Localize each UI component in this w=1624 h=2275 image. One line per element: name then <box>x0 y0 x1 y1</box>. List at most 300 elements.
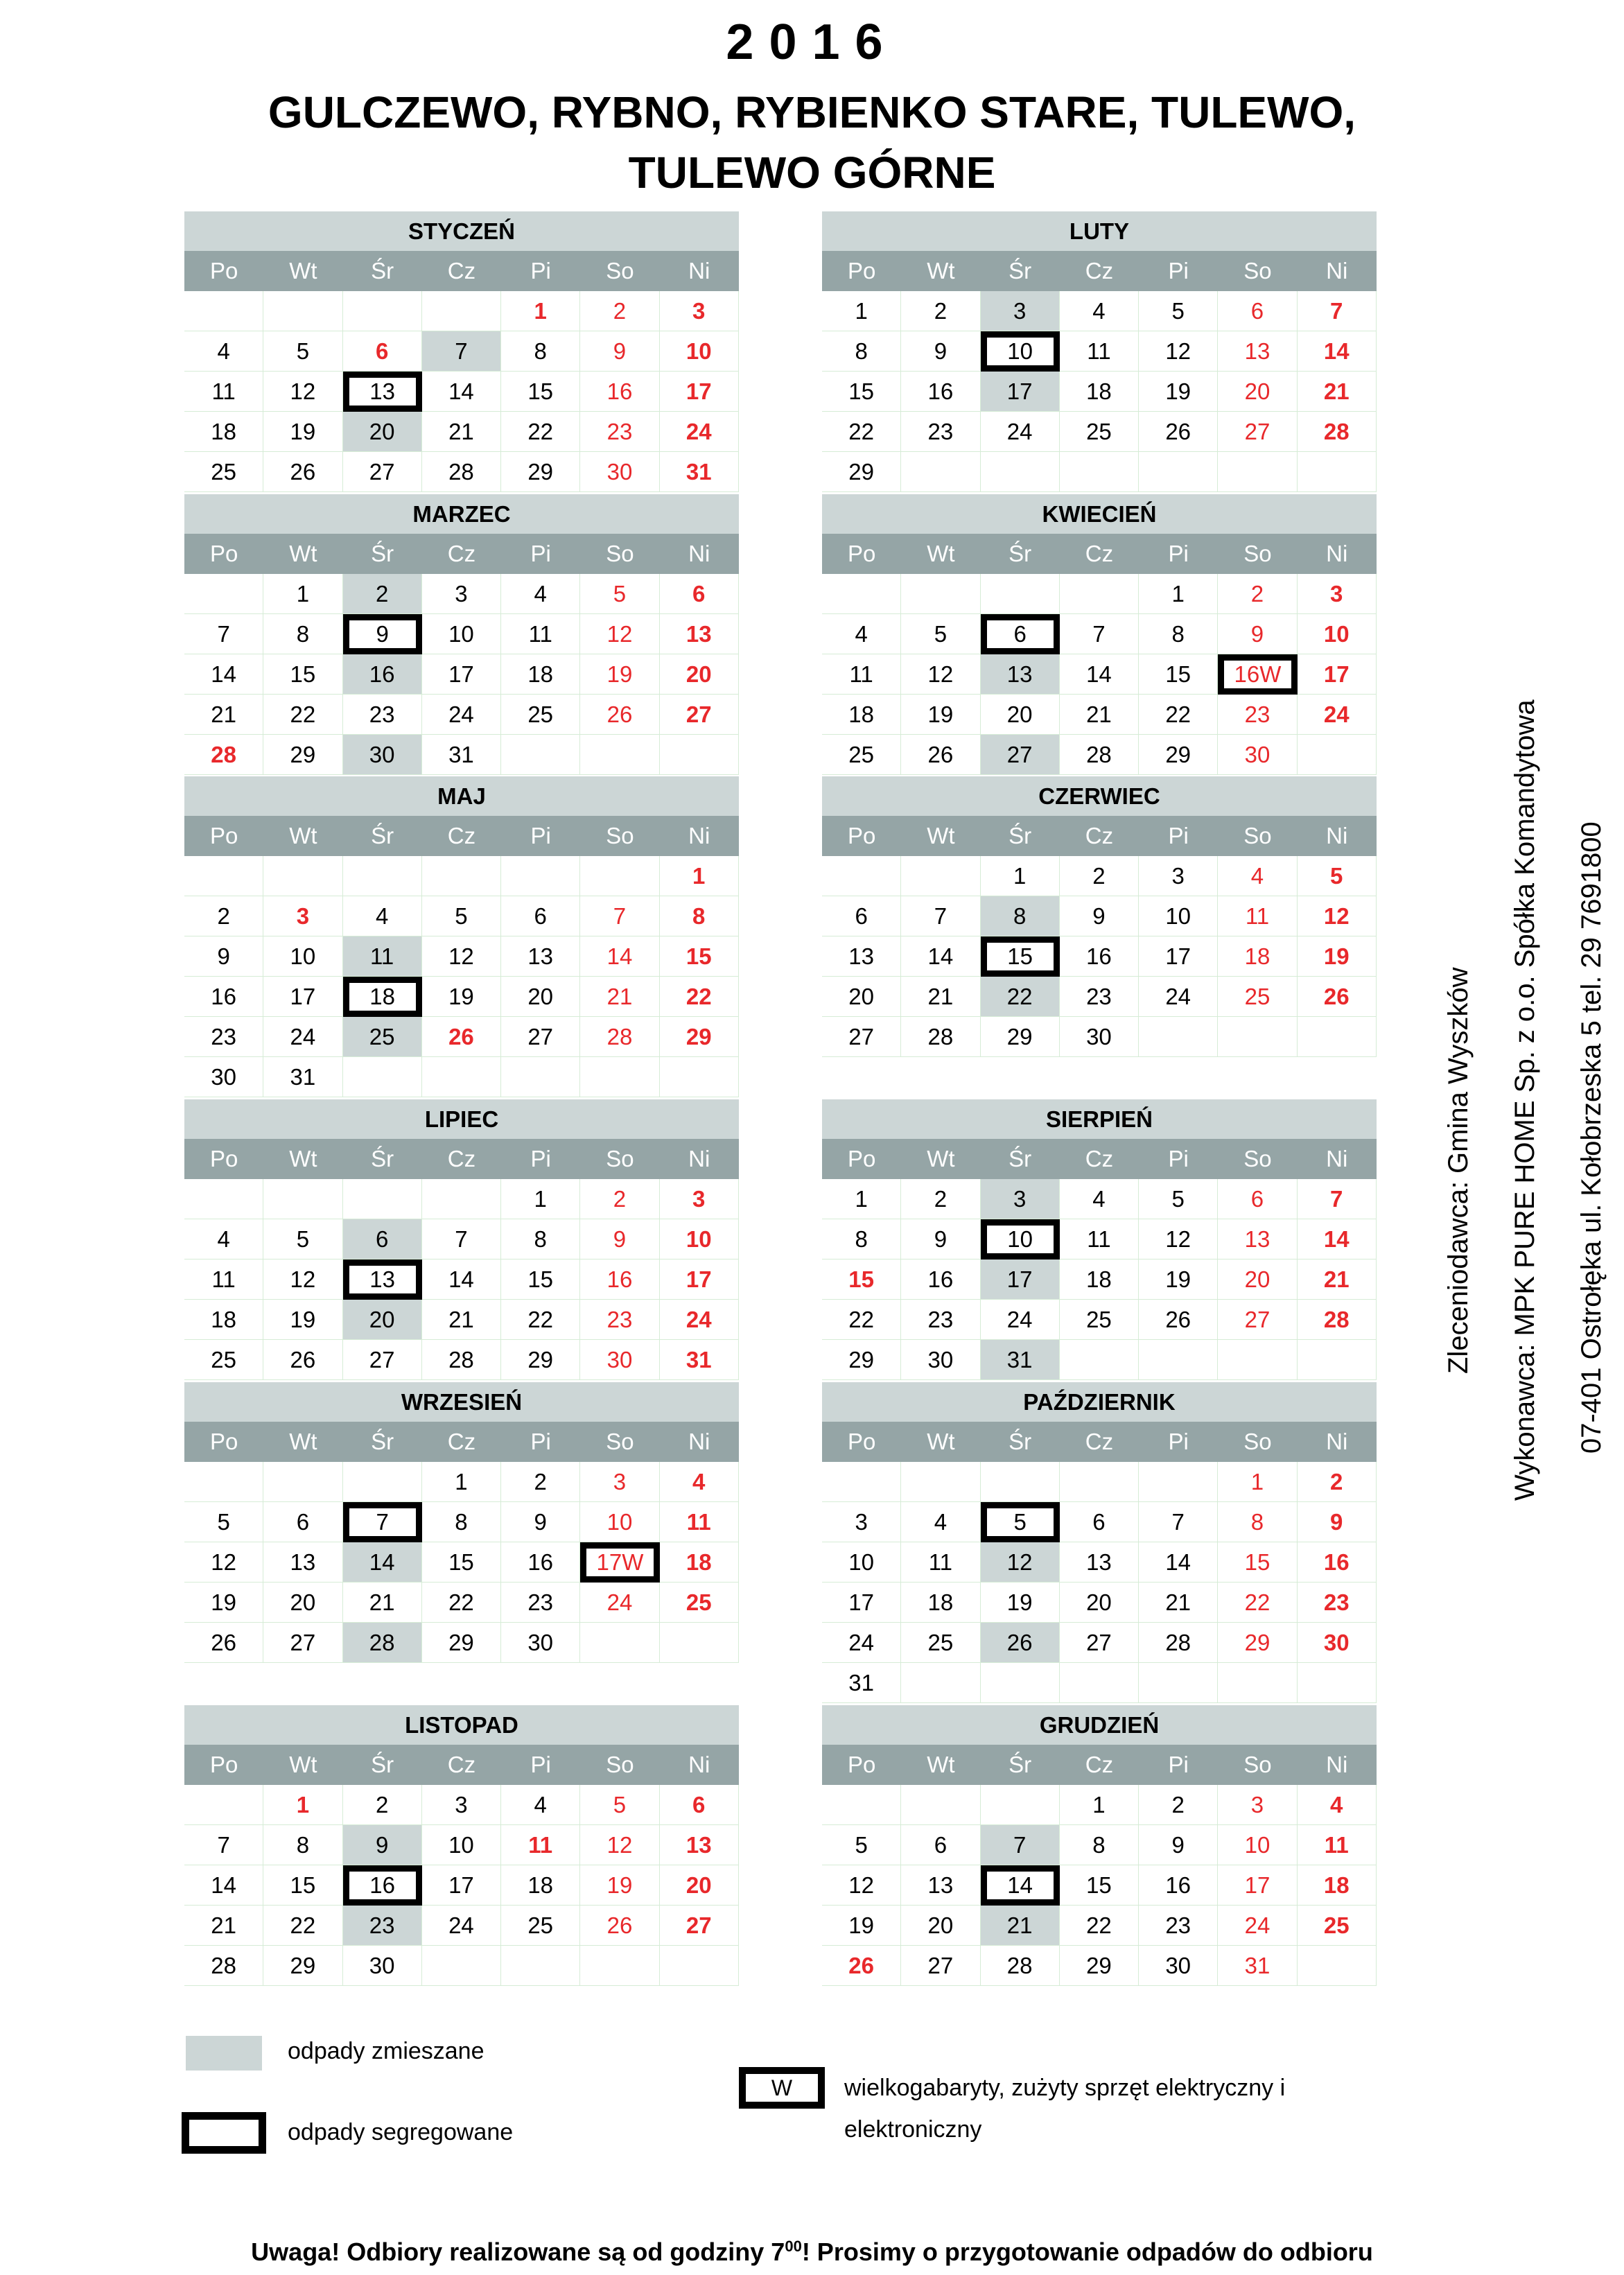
weekday-label: Cz <box>1085 541 1114 566</box>
empty-cell <box>901 1663 980 1703</box>
weekday-label: Po <box>847 1146 876 1171</box>
day-cell: 21 <box>1139 1583 1218 1623</box>
empty-cell <box>184 574 263 614</box>
day-cell: 11 <box>343 936 422 977</box>
empty-cell <box>981 1663 1060 1703</box>
empty-cell <box>343 291 422 331</box>
day-cell: 10 <box>422 614 501 654</box>
day-cell: 9 <box>901 1219 980 1259</box>
day-cell: 16 <box>343 1865 422 1906</box>
day-cell: 2 <box>580 291 659 331</box>
month-block <box>822 1099 1377 1380</box>
day-cell: 7 <box>1060 614 1139 654</box>
weekday-label: Ni <box>688 541 710 566</box>
empty-cell <box>1218 1663 1297 1703</box>
day-cell: 25 <box>901 1623 980 1663</box>
day-cell: 13 <box>263 1542 342 1583</box>
day-cell: 24 <box>263 1017 342 1057</box>
month-name: LISTOPAD <box>184 1705 739 1745</box>
month-name: PAŹDZIERNIK <box>822 1382 1377 1422</box>
day-cell: 6 <box>1218 291 1297 331</box>
day-grid <box>822 291 1377 492</box>
weekday-label: Ni <box>1326 823 1348 848</box>
weekday-label: So <box>1243 823 1272 848</box>
empty-cell <box>1139 452 1218 492</box>
day-cell: 31 <box>1218 1946 1297 1986</box>
day-cell: 14 <box>580 936 659 977</box>
day-cell: 28 <box>184 735 263 775</box>
day-cell: 15 <box>822 372 901 412</box>
day-cell: 16 <box>580 1259 659 1300</box>
empty-cell <box>422 856 501 896</box>
day-cell: 25 <box>501 1906 580 1946</box>
weekday-label: Ni <box>1326 1146 1348 1171</box>
day-cell: 8 <box>501 1219 580 1259</box>
day-cell: 2 <box>184 896 263 936</box>
weekday-label: Cz <box>1085 823 1114 848</box>
weekday-label: Cz <box>1085 1429 1114 1454</box>
day-cell: 18 <box>660 1542 739 1583</box>
day-cell: 12 <box>981 1542 1060 1583</box>
empty-cell <box>901 452 980 492</box>
month-block <box>184 211 739 492</box>
day-cell: 14 <box>422 1259 501 1300</box>
day-cell: 24 <box>580 1583 659 1623</box>
day-cell: 19 <box>1139 1259 1218 1300</box>
day-cell: 25 <box>1060 1300 1139 1340</box>
day-cell: 18 <box>184 412 263 452</box>
day-cell: 6 <box>660 1785 739 1825</box>
legend-bulky-swatch <box>739 2067 825 2109</box>
day-cell: 1 <box>660 856 739 896</box>
day-cell: 27 <box>981 735 1060 775</box>
legend-bulky-symbol: W <box>771 2075 793 2100</box>
weekday-label: Wt <box>289 258 317 284</box>
empty-cell <box>1218 452 1297 492</box>
day-cell: 21 <box>1298 372 1377 412</box>
day-cell: 26 <box>901 735 980 775</box>
day-cell: 3 <box>263 896 342 936</box>
day-cell: 24 <box>1139 977 1218 1017</box>
empty-cell <box>1298 1017 1377 1057</box>
day-cell: 28 <box>422 1340 501 1380</box>
day-cell: 17 <box>263 977 342 1017</box>
weekday-label: Cz <box>447 823 476 848</box>
legend-mixed-label: odpady zmieszane <box>288 2038 484 2064</box>
day-cell: 14 <box>1298 1219 1377 1259</box>
empty-cell <box>901 1785 980 1825</box>
day-cell: 22 <box>501 412 580 452</box>
day-cell: 13 <box>501 936 580 977</box>
month-name: LUTY <box>822 211 1377 251</box>
month-name: KWIECIEŃ <box>822 494 1377 534</box>
empty-cell <box>1060 574 1139 614</box>
day-cell: 13 <box>343 1259 422 1300</box>
empty-cell <box>660 1057 739 1097</box>
weekday-label: Po <box>847 541 876 566</box>
day-cell: 6 <box>1060 1502 1139 1542</box>
day-cell: 1 <box>822 1179 901 1219</box>
day-cell: 11 <box>184 372 263 412</box>
day-cell: 23 <box>343 695 422 735</box>
day-cell: 9 <box>343 614 422 654</box>
day-cell: 7 <box>422 1219 501 1259</box>
day-cell: 23 <box>1139 1906 1218 1946</box>
day-cell: 20 <box>981 695 1060 735</box>
day-cell: 18 <box>822 695 901 735</box>
day-cell: 23 <box>1060 977 1139 1017</box>
empty-cell <box>1060 452 1139 492</box>
day-cell: 20 <box>343 1300 422 1340</box>
weekday-label: Wt <box>289 541 317 566</box>
day-cell: 18 <box>501 654 580 695</box>
day-cell: 25 <box>1060 412 1139 452</box>
weekday-label: So <box>606 258 634 284</box>
day-cell: 31 <box>422 735 501 775</box>
empty-cell <box>981 1785 1060 1825</box>
month-block <box>184 494 739 775</box>
day-cell: 3 <box>981 1179 1060 1219</box>
day-cell: 13 <box>343 372 422 412</box>
day-cell: 26 <box>263 452 342 492</box>
day-cell: 20 <box>501 977 580 1017</box>
day-cell: 5 <box>184 1502 263 1542</box>
day-cell: 17W <box>580 1542 659 1583</box>
day-cell: 4 <box>1218 856 1297 896</box>
day-cell: 27 <box>660 695 739 735</box>
day-grid <box>822 1179 1377 1380</box>
day-cell: 1 <box>1060 1785 1139 1825</box>
day-cell: 12 <box>184 1542 263 1583</box>
day-cell: 14 <box>343 1542 422 1583</box>
day-cell: 13 <box>1218 331 1297 372</box>
weekday-header <box>822 1745 1377 1785</box>
weekday-label: So <box>606 1146 634 1171</box>
day-cell: 28 <box>1139 1623 1218 1663</box>
day-cell: 28 <box>901 1017 980 1057</box>
weekday-header <box>822 1139 1377 1179</box>
day-cell: 8 <box>1060 1825 1139 1865</box>
weekday-label: Pi <box>530 541 551 566</box>
day-cell: 11 <box>1060 1219 1139 1259</box>
day-cell: 27 <box>343 1340 422 1380</box>
day-cell: 12 <box>580 1825 659 1865</box>
empty-cell <box>422 1057 501 1097</box>
day-cell: 16 <box>1298 1542 1377 1583</box>
legend-bulky-label-1: wielkogabaryty, zużyty sprzęt elektryczny i <box>844 2075 1286 2101</box>
day-cell: 4 <box>822 614 901 654</box>
weekday-label: Po <box>209 1146 238 1171</box>
day-grid <box>822 1462 1377 1703</box>
day-cell: 25 <box>1298 1906 1377 1946</box>
weekday-label: Cz <box>447 1752 476 1777</box>
empty-cell <box>580 1946 659 1986</box>
day-cell: 19 <box>822 1906 901 1946</box>
empty-cell <box>580 735 659 775</box>
day-cell: 13 <box>1060 1542 1139 1583</box>
weekday-label: Śr <box>1009 1146 1032 1171</box>
day-cell: 27 <box>822 1017 901 1057</box>
day-cell: 5 <box>580 574 659 614</box>
day-cell: 21 <box>184 695 263 735</box>
day-cell: 10 <box>822 1542 901 1583</box>
day-cell: 5 <box>580 1785 659 1825</box>
day-cell: 20 <box>660 1865 739 1906</box>
day-cell: 16 <box>184 977 263 1017</box>
day-cell: 4 <box>1060 291 1139 331</box>
legend-bulky-label-2: elektroniczny <box>844 2116 982 2143</box>
day-cell: 10 <box>422 1825 501 1865</box>
day-cell: 4 <box>184 1219 263 1259</box>
weekday-label: Pi <box>1168 541 1189 566</box>
day-cell: 31 <box>822 1663 901 1703</box>
weekday-label: Pi <box>530 823 551 848</box>
month-name: CZERWIEC <box>822 776 1377 816</box>
day-cell: 22 <box>981 977 1060 1017</box>
day-cell: 29 <box>501 452 580 492</box>
day-cell: 21 <box>1298 1259 1377 1300</box>
day-cell: 8 <box>1218 1502 1297 1542</box>
weekday-label: So <box>606 1429 634 1454</box>
day-cell: 30 <box>343 1946 422 1986</box>
weekday-label: Śr <box>1009 823 1032 848</box>
day-cell: 5 <box>1139 1179 1218 1219</box>
weekday-label: Pi <box>1168 258 1189 284</box>
day-cell: 9 <box>580 1219 659 1259</box>
day-cell: 11 <box>901 1542 980 1583</box>
day-cell: 27 <box>343 452 422 492</box>
day-cell: 6 <box>501 896 580 936</box>
day-cell: 19 <box>901 695 980 735</box>
weekday-label: Pi <box>1168 823 1189 848</box>
day-cell: 18 <box>1298 1865 1377 1906</box>
day-cell: 15 <box>660 936 739 977</box>
day-cell: 9 <box>343 1825 422 1865</box>
empty-cell <box>1218 1017 1297 1057</box>
weekday-header <box>822 251 1377 291</box>
day-cell: 15 <box>822 1259 901 1300</box>
day-cell: 25 <box>1218 977 1297 1017</box>
day-cell: 8 <box>501 331 580 372</box>
weekday-header <box>822 1422 1377 1462</box>
weekday-label: So <box>606 541 634 566</box>
empty-cell <box>184 1785 263 1825</box>
day-cell: 13 <box>901 1865 980 1906</box>
day-cell: 12 <box>901 654 980 695</box>
day-cell: 9 <box>580 331 659 372</box>
day-cell: 19 <box>580 654 659 695</box>
weekday-label: Ni <box>688 1429 710 1454</box>
weekday-label: Pi <box>530 258 551 284</box>
day-cell: 21 <box>422 412 501 452</box>
day-grid <box>822 856 1377 1057</box>
day-cell: 7 <box>422 331 501 372</box>
weekday-label: Wt <box>289 1752 317 1777</box>
weekday-label: Wt <box>927 823 955 848</box>
day-cell: 13 <box>1218 1219 1297 1259</box>
weekday-header <box>184 1139 739 1179</box>
day-cell: 23 <box>580 1300 659 1340</box>
day-cell: 3 <box>660 291 739 331</box>
day-cell: 1 <box>501 291 580 331</box>
day-grid <box>184 1462 739 1663</box>
weekday-label: Ni <box>688 823 710 848</box>
empty-cell <box>422 1179 501 1219</box>
day-cell: 18 <box>1060 1259 1139 1300</box>
weekday-label: So <box>606 1752 634 1777</box>
weekday-label: Ni <box>688 1752 710 1777</box>
day-cell: 11 <box>501 1825 580 1865</box>
empty-cell <box>580 856 659 896</box>
day-cell: 19 <box>422 977 501 1017</box>
day-cell: 21 <box>1060 695 1139 735</box>
day-cell: 12 <box>1139 331 1218 372</box>
day-cell: 3 <box>422 1785 501 1825</box>
day-cell: 4 <box>1060 1179 1139 1219</box>
weekday-label: Wt <box>927 1146 955 1171</box>
weekday-label: Cz <box>447 1146 476 1171</box>
day-cell: 10 <box>1139 896 1218 936</box>
empty-cell <box>184 1179 263 1219</box>
month-name: STYCZEŃ <box>184 211 739 251</box>
weekday-label: Cz <box>447 258 476 284</box>
day-cell: 23 <box>184 1017 263 1057</box>
day-cell: 7 <box>1298 1179 1377 1219</box>
day-cell: 2 <box>1060 856 1139 896</box>
weekday-label: Śr <box>371 1752 394 1777</box>
weekday-header <box>822 534 1377 574</box>
empty-cell <box>580 1057 659 1097</box>
empty-cell <box>501 856 580 896</box>
day-cell: 27 <box>263 1623 342 1663</box>
day-cell: 14 <box>1139 1542 1218 1583</box>
day-cell: 3 <box>422 574 501 614</box>
day-cell: 2 <box>901 291 980 331</box>
empty-cell <box>263 1179 342 1219</box>
day-cell: 25 <box>822 735 901 775</box>
empty-cell <box>1298 1663 1377 1703</box>
day-cell: 7 <box>1298 291 1377 331</box>
weekday-label: Ni <box>688 1146 710 1171</box>
empty-cell <box>1298 735 1377 775</box>
day-cell: 30 <box>501 1623 580 1663</box>
weekday-label: Po <box>209 1429 238 1454</box>
day-cell: 16 <box>1139 1865 1218 1906</box>
day-cell: 10 <box>263 936 342 977</box>
day-cell: 17 <box>422 1865 501 1906</box>
day-cell: 20 <box>660 654 739 695</box>
day-cell: 17 <box>981 1259 1060 1300</box>
day-cell: 5 <box>901 614 980 654</box>
day-cell: 3 <box>981 291 1060 331</box>
day-cell: 20 <box>822 977 901 1017</box>
day-cell: 29 <box>263 1946 342 1986</box>
day-grid <box>822 1785 1377 1986</box>
day-cell: 21 <box>901 977 980 1017</box>
day-cell: 19 <box>981 1583 1060 1623</box>
day-cell: 26 <box>580 695 659 735</box>
day-cell: 8 <box>263 1825 342 1865</box>
day-cell: 31 <box>263 1057 342 1097</box>
day-cell: 1 <box>422 1462 501 1502</box>
day-cell: 29 <box>263 735 342 775</box>
day-cell: 1 <box>981 856 1060 896</box>
day-cell: 12 <box>1139 1219 1218 1259</box>
locations-line-1: GULCZEWO, RYBNO, RYBIENKO STARE, TULEWO, <box>268 87 1356 137</box>
footer-text-before: Uwaga! Odbiory realizowane są od godziny 7 <box>251 2238 785 2266</box>
day-cell: 15 <box>263 1865 342 1906</box>
weekday-label: Wt <box>289 1146 317 1171</box>
day-cell: 27 <box>901 1946 980 1986</box>
day-cell: 27 <box>660 1906 739 1946</box>
weekday-label: So <box>606 823 634 848</box>
side-text-contractor: Wykonawca: MPK PURE HOME Sp. z o.o. Spółka Komandytowa <box>1510 699 1540 1501</box>
day-cell: 14 <box>1060 654 1139 695</box>
day-cell: 20 <box>1060 1583 1139 1623</box>
weekday-label: Po <box>209 823 238 848</box>
weekday-label: Po <box>847 258 876 284</box>
day-cell: 26 <box>822 1946 901 1986</box>
day-cell: 24 <box>1298 695 1377 735</box>
day-cell: 22 <box>660 977 739 1017</box>
empty-cell <box>1139 1462 1218 1502</box>
day-cell: 11 <box>501 614 580 654</box>
day-cell: 23 <box>501 1583 580 1623</box>
side-text-address: 07-401 Ostrołęka ul. Kołobrzeska 5 tel. 29 7691800 <box>1576 821 1607 1454</box>
day-cell: 26 <box>184 1623 263 1663</box>
day-cell: 25 <box>660 1583 739 1623</box>
month-name: MARZEC <box>184 494 739 534</box>
day-cell: 22 <box>1060 1906 1139 1946</box>
weekday-label: Śr <box>371 258 394 284</box>
day-cell: 21 <box>184 1906 263 1946</box>
weekday-label: Po <box>847 1429 876 1454</box>
day-cell: 4 <box>901 1502 980 1542</box>
locations-line-2: TULEWO GÓRNE <box>628 148 996 198</box>
empty-cell <box>184 1462 263 1502</box>
day-cell: 24 <box>422 695 501 735</box>
footer-text-after: ! Prosimy o przygotowanie odpadów do odbioru <box>801 2238 1373 2266</box>
month-name: WRZESIEŃ <box>184 1382 739 1422</box>
day-cell: 9 <box>1139 1825 1218 1865</box>
empty-cell <box>343 1462 422 1502</box>
day-cell: 14 <box>422 372 501 412</box>
day-cell: 1 <box>1139 574 1218 614</box>
weekday-label: Śr <box>371 1146 394 1171</box>
day-cell: 3 <box>1218 1785 1297 1825</box>
day-cell: 17 <box>1298 654 1377 695</box>
empty-cell <box>343 1179 422 1219</box>
day-cell: 27 <box>501 1017 580 1057</box>
weekday-label: Wt <box>927 1752 955 1777</box>
weekday-label: So <box>1243 1146 1272 1171</box>
empty-cell <box>343 1057 422 1097</box>
day-cell: 19 <box>263 1300 342 1340</box>
day-cell: 28 <box>981 1946 1060 1986</box>
empty-cell <box>1139 1663 1218 1703</box>
day-cell: 26 <box>1298 977 1377 1017</box>
day-cell: 17 <box>1139 936 1218 977</box>
day-cell: 21 <box>343 1583 422 1623</box>
day-cell: 14 <box>981 1865 1060 1906</box>
weekday-label: Cz <box>1085 1146 1114 1171</box>
day-cell: 11 <box>822 654 901 695</box>
day-cell: 16 <box>1060 936 1139 977</box>
month-name: LIPIEC <box>184 1099 739 1139</box>
legend-segregated-swatch <box>182 2112 266 2154</box>
day-cell: 3 <box>580 1462 659 1502</box>
month-block <box>184 776 739 1097</box>
